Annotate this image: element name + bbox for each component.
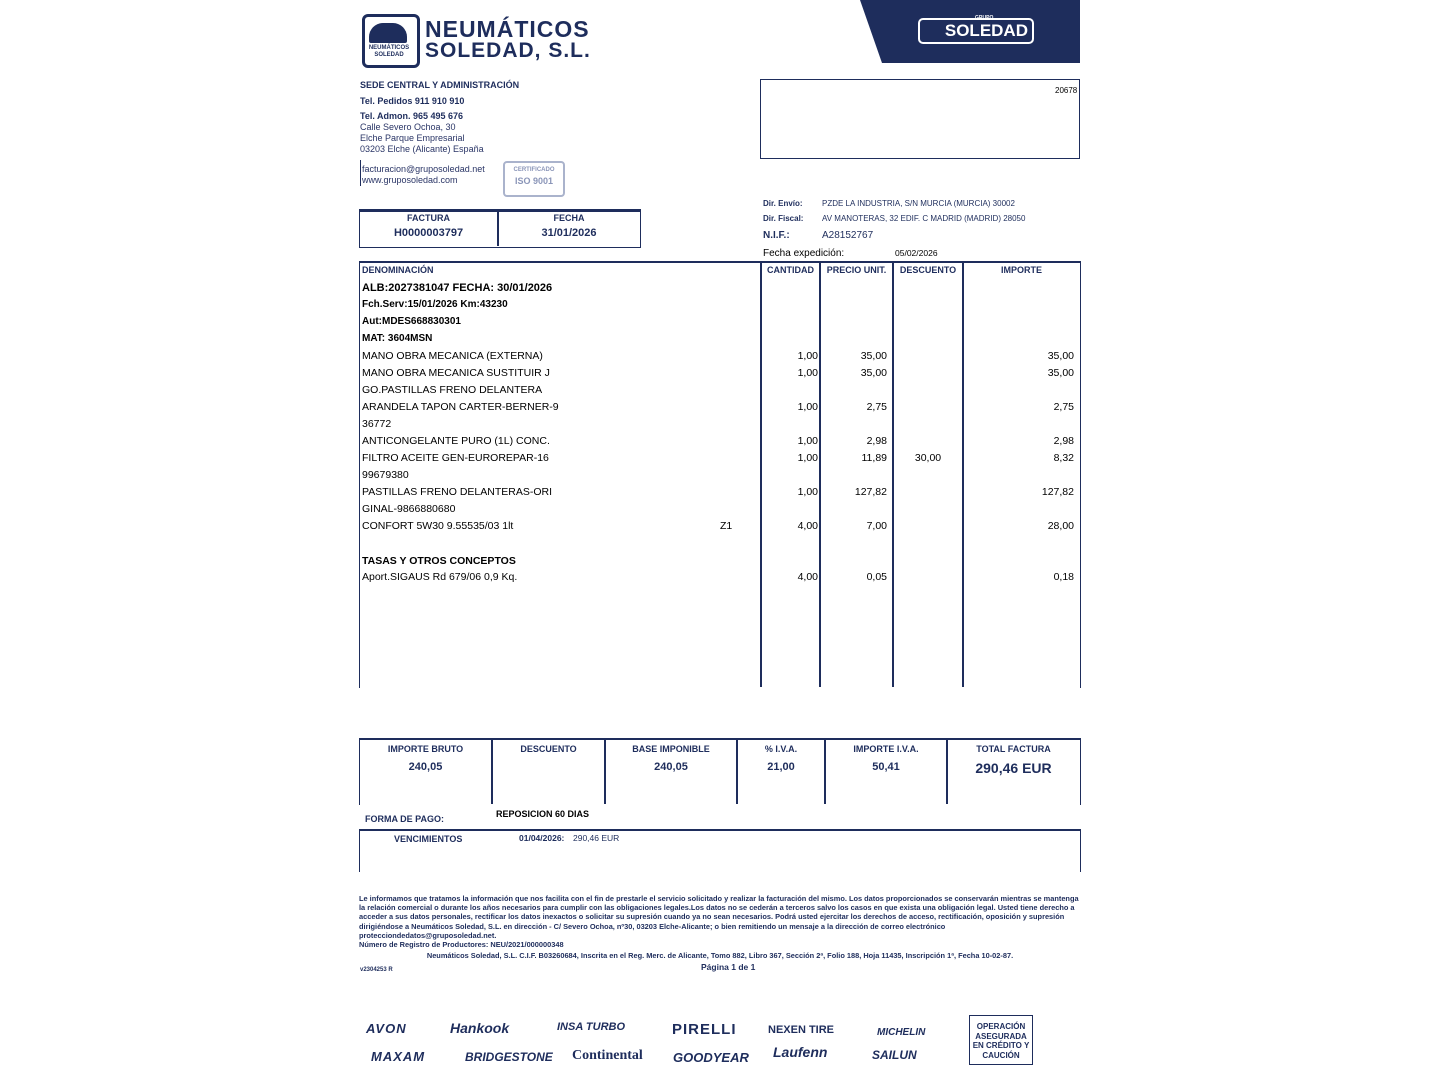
item-quantity: 1,00 bbox=[797, 435, 818, 447]
continental-logo: Continental bbox=[572, 1048, 643, 1063]
company-contact bbox=[362, 164, 485, 186]
item-description: CONFORT 5W30 9.55535/03 1lt bbox=[362, 520, 514, 532]
address-line: Calle Severo Ochoa, 30 bbox=[360, 122, 456, 132]
col-denominacion: DENOMINACIÓN bbox=[362, 265, 434, 275]
nif-value: A28152767 bbox=[822, 230, 874, 241]
pirelli-logo: PIRELLI bbox=[672, 1021, 737, 1038]
item-description: Aport.SIGAUS Rd 679/06 0,9 Kq. bbox=[362, 571, 518, 583]
laufenn-logo: Laufenn bbox=[773, 1044, 828, 1060]
item-quantity: 1,00 bbox=[797, 367, 818, 379]
hq-title: SEDE CENTRAL Y ADMINISTRACIÓN bbox=[360, 80, 520, 90]
avon-logo: AVON bbox=[366, 1021, 407, 1036]
table-row bbox=[362, 350, 1076, 367]
hankook-logo: Hankook bbox=[450, 1020, 510, 1036]
version-code: v2304253 R bbox=[360, 967, 393, 973]
insa-turbo-logo: INSA TURBO bbox=[557, 1021, 626, 1033]
tel-pedidos: Tel. Pedidos 911 910 910 bbox=[360, 96, 465, 106]
item-quantity: 1,00 bbox=[797, 452, 818, 464]
sailun-logo: SAILUN bbox=[872, 1048, 917, 1062]
company-email: facturacion@gruposoledad.net bbox=[362, 164, 485, 174]
item-amount: 0,18 bbox=[1053, 571, 1074, 583]
item-description: 99679380 bbox=[362, 469, 409, 481]
legal-notice bbox=[359, 894, 1081, 949]
fecha-label: FECHA bbox=[553, 213, 585, 223]
vencimiento-date: 01/04/2026: bbox=[519, 833, 565, 843]
factura-label: FACTURA bbox=[407, 213, 450, 223]
item-quantity: 4,00 bbox=[797, 571, 818, 583]
item-price: 7,00 bbox=[866, 520, 887, 532]
dir-envio-label: Dir. Envío: bbox=[763, 199, 803, 208]
table-row bbox=[362, 503, 1076, 520]
address-line: 03203 Elche (Alicante) España bbox=[360, 144, 484, 154]
tel-admon: Tel. Admon. 965 495 676 bbox=[360, 111, 464, 121]
matricula-line: MAT: 3604MSN bbox=[362, 333, 433, 344]
importe-iva-label: IMPORTE I.V.A. bbox=[853, 744, 919, 754]
iso-top: CERTIFICADO bbox=[513, 167, 555, 173]
item-quantity: 1,00 bbox=[797, 401, 818, 413]
vencimientos-box bbox=[359, 829, 1081, 872]
importe-bruto-value: 240,05 bbox=[408, 761, 443, 773]
dir-fiscal-label: Dir. Fiscal: bbox=[763, 214, 804, 223]
item-amount: 28,00 bbox=[1047, 520, 1074, 532]
group-logo: SOLEDAD bbox=[918, 18, 1034, 44]
table-row bbox=[362, 520, 1076, 537]
item-amount: 35,00 bbox=[1047, 350, 1074, 362]
registro-mercantil: Neumáticos Soledad, S.L. C.I.F. B03260684, Inscrita en el Reg. Merc. de Alicante, Tomo 882, Libro 367, Sección 2ª, Folio 188, Hoja 11435, Inscripción 1ª, Fecha 10-02-87. bbox=[426, 951, 1014, 960]
item-zone: Z1 bbox=[720, 520, 733, 532]
company-name-line2: SOLEDAD, S.L. bbox=[425, 39, 591, 62]
item-amount: 2,75 bbox=[1053, 401, 1074, 413]
item-price: 35,00 bbox=[860, 367, 887, 379]
total-factura-label: TOTAL FACTURA bbox=[976, 744, 1051, 754]
table-row bbox=[362, 571, 1076, 588]
dir-envio: PZDE LA INDUSTRIA, S/N MURCIA (MURCIA) 30002 bbox=[822, 199, 1015, 208]
table-row bbox=[362, 367, 1076, 384]
item-amount: 8,32 bbox=[1053, 452, 1074, 464]
base-imponible-label: BASE IMPONIBLE bbox=[632, 744, 710, 754]
forma-pago-label: FORMA DE PAGO: bbox=[365, 814, 444, 824]
iso-certificate-badge bbox=[503, 161, 565, 197]
table-row bbox=[362, 401, 1076, 418]
group-logo-small: GRUPO bbox=[975, 15, 994, 21]
company-logo bbox=[362, 14, 420, 68]
company-name-line1: NEUMÁTICOS bbox=[425, 16, 590, 42]
table-row bbox=[362, 418, 1076, 435]
michelin-logo: MICHELIN bbox=[877, 1027, 926, 1038]
client-box bbox=[760, 79, 1080, 159]
maxxam-logo: MAXAM bbox=[371, 1049, 426, 1064]
item-amount: 127,82 bbox=[1041, 486, 1074, 498]
item-price: 127,82 bbox=[854, 486, 887, 498]
item-description: MANO OBRA MECANICA (EXTERNA) bbox=[362, 350, 543, 362]
item-price: 11,89 bbox=[861, 452, 887, 464]
servicio-line: Fch.Serv:15/01/2026 Km:43230 bbox=[362, 299, 508, 310]
item-quantity: 1,00 bbox=[797, 486, 818, 498]
goodyear-logo: GOODYEAR bbox=[673, 1050, 749, 1065]
client-code: 20678 bbox=[1055, 86, 1078, 95]
fecha-exp-label: Fecha expedición: bbox=[763, 248, 845, 259]
credito-caucion-badge: OPERACIÓN ASEGURADA EN CRÉDITO Y CAUCIÓN bbox=[969, 1015, 1033, 1065]
base-imponible-value: 240,05 bbox=[654, 761, 688, 773]
vencimiento-amount: 290,46 EUR bbox=[573, 833, 620, 843]
col-precio: PRECIO UNIT. bbox=[826, 265, 887, 275]
nexen-logo: NEXEN TIRE bbox=[768, 1024, 835, 1036]
bridgestone-logo: BRIDGESTONE bbox=[465, 1050, 553, 1064]
autorizacion-line: Aut:MDES668830301 bbox=[362, 316, 461, 327]
importe-iva-value: 50,41 bbox=[872, 761, 900, 773]
importe-bruto-label: IMPORTE BRUTO bbox=[387, 744, 464, 754]
forma-pago-value: REPOSICION 60 DIAS bbox=[496, 809, 590, 819]
total-factura-value: 290,46 EUR bbox=[975, 760, 1052, 776]
address-line: Elche Parque Empresarial bbox=[360, 133, 465, 143]
page-number: Página 1 de 1 bbox=[701, 962, 756, 972]
item-description: GO.PASTILLAS FRENO DELANTERA bbox=[362, 384, 543, 396]
item-price: 2,98 bbox=[866, 435, 887, 447]
descuento-total-label: DESCUENTO bbox=[520, 744, 577, 754]
nif-label: N.I.F.: bbox=[763, 230, 790, 241]
item-price: 2,75 bbox=[866, 401, 887, 413]
dir-fiscal: AV MANOTERAS, 32 EDIF. C MADRID (MADRID) 28050 bbox=[822, 214, 1026, 223]
item-description: 36772 bbox=[362, 418, 392, 430]
factura-number: H0000003797 bbox=[393, 227, 464, 239]
col-importe: IMPORTE bbox=[1000, 265, 1042, 275]
fecha-exp-value: 05/02/2026 bbox=[895, 248, 938, 258]
fecha-value: 31/01/2026 bbox=[541, 227, 597, 239]
item-quantity: 4,00 bbox=[797, 520, 818, 532]
albaran-line: ALB:2027381047 FECHA: 30/01/2026 bbox=[362, 282, 553, 294]
table-row bbox=[362, 486, 1076, 503]
table-row bbox=[362, 435, 1076, 452]
legal-text: Le informamos que tratamos la información que nos facilita con el fin de prestarle el servicio solicitado y realizar la facturación del mismo. Los datos proporcionados se conservarán mientras se mantenga la relación comercial o durante los años necesarios para cumplir con las obligaciones legales.Los datos no se cederán a terceros salvo los casos en que exista una obligación legal. Usted tiene derecho a acceder a sus datos personales, rectificar los datos inexactos o solicitar su supresión cuando ya no sean necesarios. Podrá usted ejercitar los derechos de acceso, rectificación, oposición y supresión dirigiéndose a Neumáticos Soledad, S.L. en dirección - C/ Severo Ochoa, nº30, 03203 Elche-Alicante; o bien remitiendo un mensaje a la dirección de correo electrónico protecciondedatos@gruposoledad.net. bbox=[359, 894, 1079, 940]
table-row bbox=[362, 469, 1076, 486]
item-description: MANO OBRA MECANICA SUSTITUIR J bbox=[362, 367, 550, 379]
item-amount: 35,00 bbox=[1047, 367, 1074, 379]
item-discount: 30,00 bbox=[914, 452, 942, 464]
table-row bbox=[362, 384, 1076, 401]
item-description: GINAL-9866880680 bbox=[362, 503, 456, 515]
item-amount: 2,98 bbox=[1053, 435, 1074, 447]
tasas-title: TASAS Y OTROS CONCEPTOS bbox=[362, 555, 516, 567]
registro-productores: Número de Registro de Productores: NEU/2021/000000348 bbox=[359, 940, 564, 950]
col-cantidad: CANTIDAD bbox=[767, 265, 814, 275]
vencimientos-label: VENCIMIENTOS bbox=[394, 834, 463, 844]
item-description: ARANDELA TAPON CARTER-BERNER-9 bbox=[362, 401, 559, 413]
company-address bbox=[360, 122, 484, 155]
logo-small-text: NEUMÁTICOS SOLEDAD bbox=[368, 45, 410, 58]
item-description: ANTICONGELANTE PURO (1L) CONC. bbox=[362, 435, 550, 447]
iva-pct-label: % I.V.A. bbox=[764, 744, 798, 754]
col-descuento: DESCUENTO bbox=[899, 265, 957, 275]
table-row bbox=[362, 452, 1076, 469]
iva-pct-value: 21,00 bbox=[767, 761, 795, 773]
item-price: 0,05 bbox=[866, 571, 887, 583]
item-quantity: 1,00 bbox=[797, 350, 818, 362]
item-price: 35,00 bbox=[860, 350, 887, 362]
company-web: www.gruposoledad.com bbox=[362, 175, 458, 185]
item-description: FILTRO ACEITE GEN-EUROREPAR-16 bbox=[362, 452, 549, 464]
iso-main: ISO 9001 bbox=[514, 176, 554, 186]
item-description: PASTILLAS FRENO DELANTERAS-ORI bbox=[362, 486, 553, 498]
